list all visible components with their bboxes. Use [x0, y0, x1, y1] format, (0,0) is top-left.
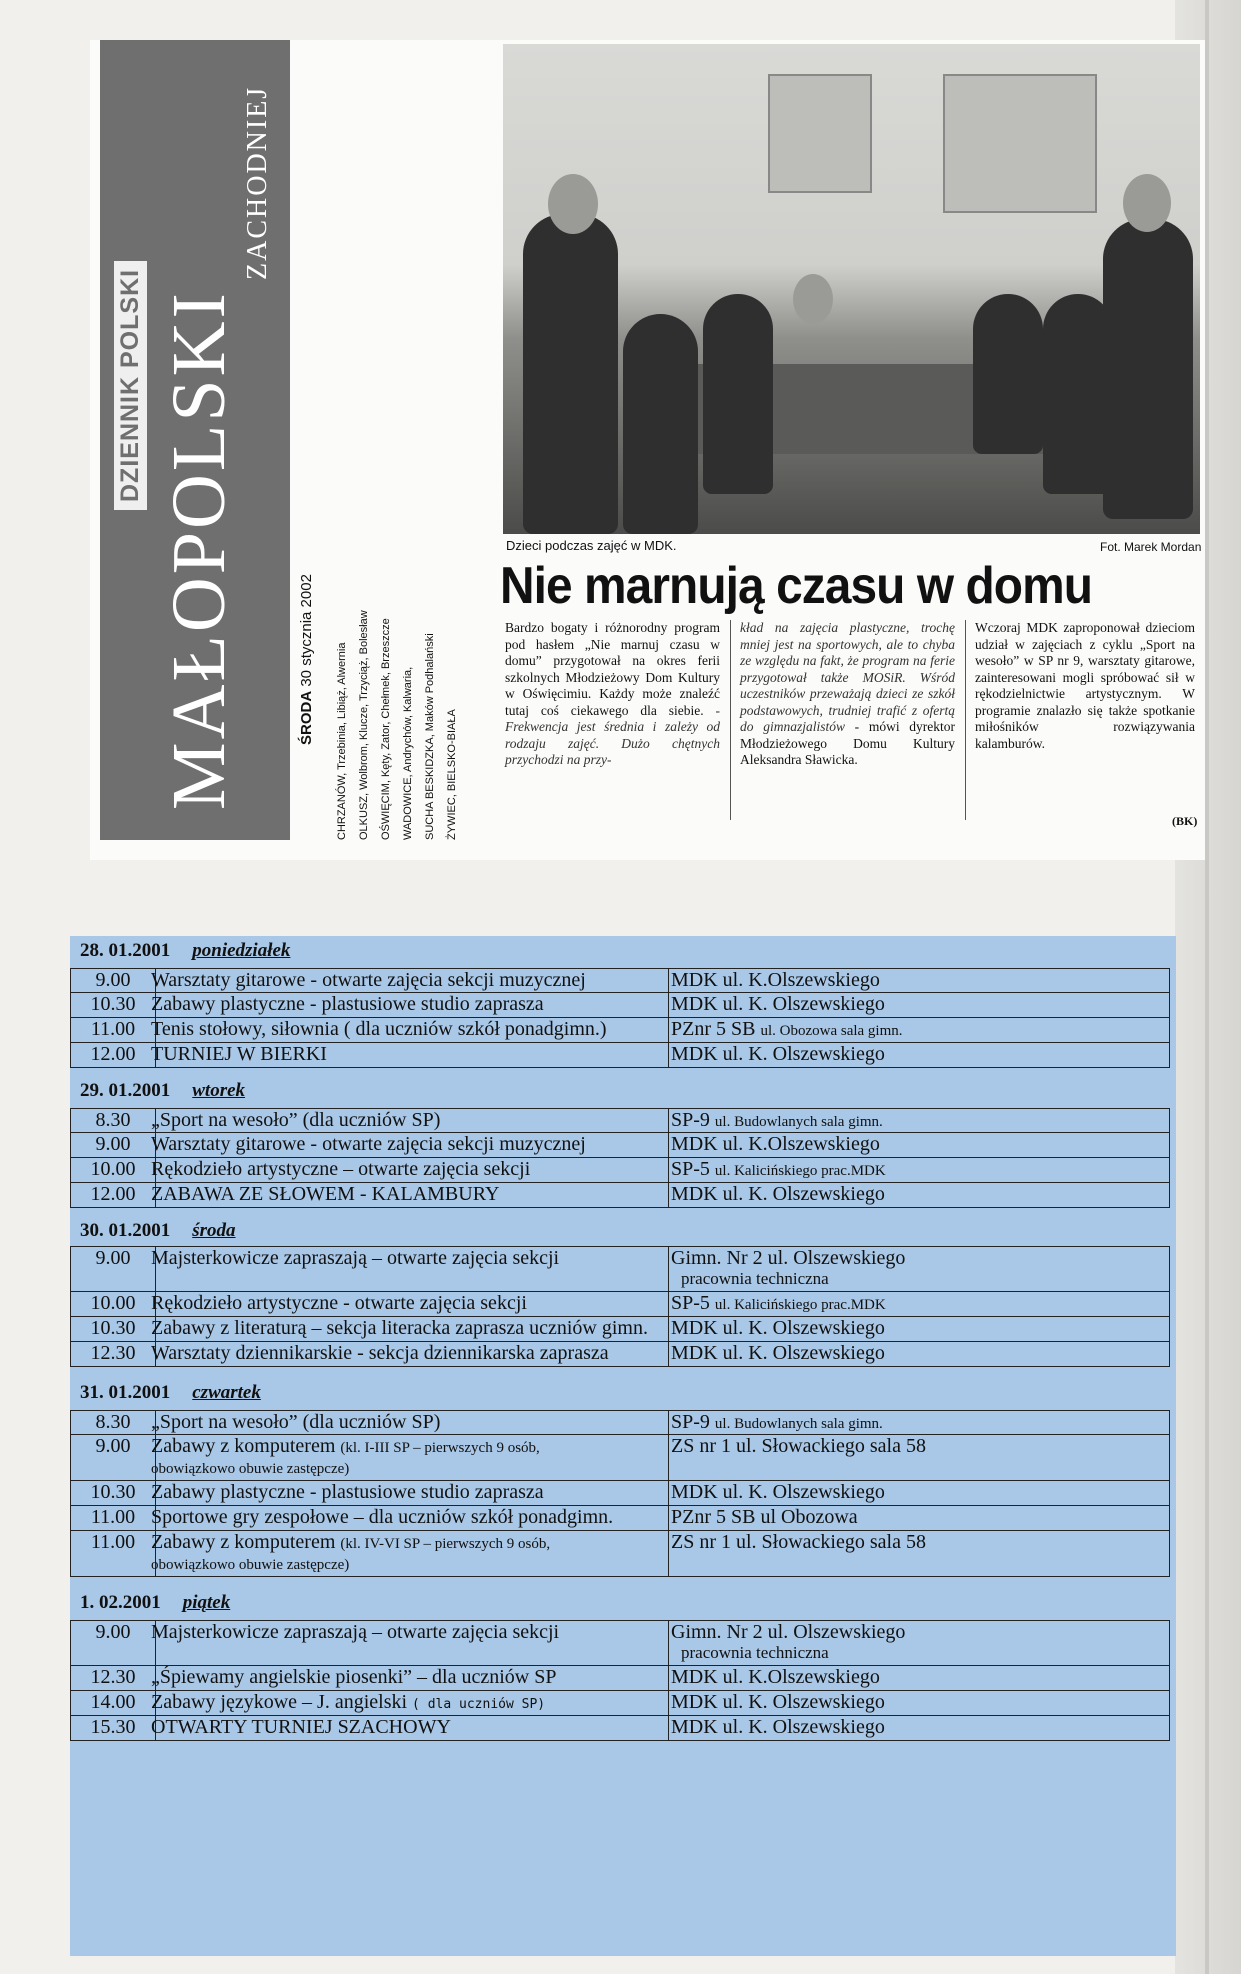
table-row: [70, 968, 1170, 993]
photo-person: [623, 314, 698, 534]
photo-person: [1103, 219, 1193, 519]
table-row: [70, 1620, 1170, 1666]
table-row: [70, 1410, 1170, 1435]
row-location: MDK ul. K.Olszewskiego: [671, 1133, 880, 1155]
row-location: Gimn. Nr 2 ul. Olszewskiego pracownia techniczna: [671, 1247, 906, 1288]
table-row: [70, 1018, 1170, 1043]
row-location: MDK ul. K.Olszewskiego: [671, 1666, 880, 1688]
photo-credit: Fot. Marek Mordan: [1100, 540, 1202, 554]
row-location: MDK ul. K. Olszewskiego: [671, 993, 885, 1015]
row-activity: Warsztaty dziennikarskie - sekcja dziennikarska zaprasza: [147, 1342, 669, 1366]
row-location: PZnr 5 SB ul. Obozowa sala gimn.: [671, 1018, 903, 1040]
row-activity: „Sport na wesoło” (dla uczniów SP): [147, 1411, 669, 1434]
day-header: 30. 01.2001 środa: [80, 1220, 236, 1241]
photo-person: [973, 294, 1043, 454]
row-time: 9.00: [71, 1133, 156, 1157]
table-row: [70, 1531, 1170, 1577]
table-row: [70, 1506, 1170, 1531]
photo-person: [523, 214, 618, 534]
column-divider: [965, 620, 966, 820]
row-location: Gimn. Nr 2 ul. Olszewskiego pracownia techniczna: [671, 1621, 906, 1662]
masthead-label: DZIENNIK POLSKI: [114, 261, 147, 510]
table-row: [70, 1158, 1170, 1183]
row-time: 9.00: [71, 1247, 156, 1291]
row-location: MDK ul. K. Olszewskiego: [671, 1183, 885, 1205]
row-activity: Zabawy z komputerem (kl. I-III SP – pierwszych 9 osób, obowiązkowo obuwie zastępcze): [147, 1435, 669, 1480]
row-activity: Rękodzieło artystyczne – otwarte zajęcia sekcji: [147, 1158, 669, 1182]
page-fold: [1205, 0, 1209, 1974]
row-activity: Majsterkowicze zapraszają – otwarte zajęcia sekcji: [147, 1247, 669, 1291]
article-headline: Nie marnują czasu w domu: [500, 557, 1093, 615]
day-header: 29. 01.2001 wtorek: [80, 1080, 246, 1101]
article-text: - mówi dyrektor Młodzieżowego Domu Kultury Aleksandra Sławicka.: [740, 719, 955, 767]
row-activity: „Sport na wesoło” (dla uczniów SP): [147, 1109, 669, 1132]
row-location: MDK ul. K. Olszewskiego: [671, 1716, 885, 1738]
table-row: [70, 1108, 1170, 1133]
town-line: OLKUSZ, Wolbrom, Klucze, Trzyciąż, Bolesław: [358, 610, 370, 840]
photo-head: [1123, 174, 1171, 232]
table-row: [70, 1481, 1170, 1506]
table-row: [70, 1133, 1170, 1158]
row-location: PZnr 5 SB ul Obozowa: [671, 1506, 858, 1528]
row-activity: OTWARTY TURNIEJ SZACHOWY: [147, 1716, 669, 1740]
town-line: SUCHA BESKIDZKA, Maków Podhalański: [424, 633, 436, 840]
photo-caption: Dzieci podczas zajęć w MDK.: [506, 538, 677, 553]
row-location: MDK ul. K. Olszewskiego: [671, 1317, 885, 1339]
table-row: [70, 1043, 1170, 1068]
table-row: [70, 1435, 1170, 1481]
news-photo: [503, 44, 1200, 534]
day-header: 31. 01.2001 czwartek: [80, 1382, 261, 1403]
row-time: 12.00: [71, 1043, 156, 1067]
photo-head: [793, 274, 833, 324]
row-time: 11.00: [71, 1531, 156, 1576]
row-activity: Majsterkowicze zapraszają – otwarte zajęcia sekcji: [147, 1621, 669, 1665]
article-quote: kład na zajęcia plastyczne, trochę mniej jest na sportowych, ale to chyba ze względu na fakt, że program na ferie przygotował także MOSiR. Wśród uczestników przeważają dzieci ze szkół podstawowych, trudniej trafić z ofertą do gimnazjalistów: [740, 620, 955, 734]
article-column-3: [975, 620, 1195, 752]
table-row: [70, 1691, 1170, 1716]
row-location: MDK ul. K. Olszewskiego: [671, 1043, 885, 1065]
row-location: MDK ul. K.Olszewskiego: [671, 969, 880, 991]
row-time: 14.00: [71, 1691, 156, 1715]
row-location: SP-5 ul. Kalicińskiego prac.MDK: [671, 1292, 886, 1314]
photo-head: [548, 174, 598, 234]
row-time: 9.00: [71, 1435, 156, 1480]
row-activity: TURNIEJ W BIERKI: [147, 1043, 669, 1067]
row-location: SP-9 ul. Budowlanych sala gimn.: [671, 1109, 883, 1131]
row-location: SP-9 ul. Budowlanych sala gimn.: [671, 1411, 883, 1433]
row-location: MDK ul. K. Olszewskiego: [671, 1481, 885, 1503]
masthead-subtitle: ZACHODNIEJ: [242, 85, 273, 280]
issue-date: ŚRODA 30 stycznia 2002: [298, 574, 315, 745]
schedule-sheet: [70, 936, 1176, 1956]
row-activity: Zabawy z komputerem (kl. IV-VI SP – pierwszych 9 osób, obowiązkowo obuwie zastępcze): [147, 1531, 669, 1576]
table-row: [70, 1292, 1170, 1317]
table-row: [70, 1246, 1170, 1292]
row-time: 9.00: [71, 969, 156, 992]
handwritten-note: ( dla uczniów SP): [412, 1697, 546, 1712]
town-line: OŚWIĘCIM, Kęty, Zator, Chełmek, Brzeszcze: [380, 618, 392, 840]
row-activity: „Śpiewamy angielskie piosenki” – dla uczniów SP: [147, 1666, 669, 1690]
row-time: 11.00: [71, 1018, 156, 1042]
row-location: ZS nr 1 ul. Słowackiego sala 58: [671, 1531, 926, 1553]
row-time: 9.00: [71, 1621, 156, 1665]
row-time: 12.00: [71, 1183, 156, 1207]
row-time: 10.30: [71, 1317, 156, 1341]
day-header: 1. 02.2001 piątek: [80, 1592, 231, 1613]
row-time: 15.30: [71, 1716, 156, 1740]
town-line: ŻYWIEC, BIELSKO-BIAŁA: [446, 709, 458, 840]
issue-info: [292, 300, 482, 840]
row-activity: Sportowe gry zespołowe – dla uczniów szkół ponadgimn.: [147, 1506, 669, 1530]
table-row: [70, 1183, 1170, 1208]
row-time: 11.00: [71, 1506, 156, 1530]
town-line: WADOWICE, Andrychów, Kalwaria,: [402, 666, 414, 840]
row-time: 12.30: [71, 1666, 156, 1690]
article-text: Bardzo bogaty i różnorodny program pod hasłem „Nie marnuj czasu w domu” przygotował na okres ferii szkolnych Młodzieżowy Dom Kultury w Oświęcimiu. Każdy może znaleźć tutaj coś ciekawego dla siebie.: [505, 620, 720, 718]
row-activity: Rękodzieło artystyczne - otwarte zajęcia sekcji: [147, 1292, 669, 1316]
row-time: 10.30: [71, 1481, 156, 1505]
article-column-1: [505, 620, 720, 769]
row-location: MDK ul. K. Olszewskiego: [671, 1691, 885, 1713]
row-time: 8.30: [71, 1411, 156, 1434]
row-activity: Zabawy z literaturą – sekcja literacka zaprasza uczniów gimn.: [147, 1317, 669, 1341]
row-activity: Zabawy językowe – J. angielski ( dla uczniów SP): [147, 1691, 669, 1715]
row-time: 10.00: [71, 1158, 156, 1182]
day-header: 28. 01.2001 poniedziałek: [80, 940, 291, 961]
row-activity: Tenis stołowy, siłownia ( dla uczniów szkół ponadgimn.): [147, 1018, 669, 1042]
author-signature: (BK): [1172, 814, 1198, 828]
article-quote: - Frekwencja jest średnia i zależy od rodzaju zajęć. Dużo chętnych przychodzi na przy-: [505, 702, 720, 767]
table-row: [70, 1716, 1170, 1741]
row-time: 12.30: [71, 1342, 156, 1366]
masthead: [100, 40, 290, 840]
row-time: 10.30: [71, 993, 156, 1017]
photo-poster: [943, 74, 1097, 213]
table-row: [70, 1666, 1170, 1691]
row-time: 10.00: [71, 1292, 156, 1316]
table-row: [70, 1317, 1170, 1342]
masthead-title: MAŁOPOLSKI: [157, 290, 241, 810]
row-location: ZS nr 1 ul. Słowackiego sala 58: [671, 1435, 926, 1457]
row-time: 8.30: [71, 1109, 156, 1132]
photo-person: [703, 294, 773, 494]
row-activity: Zabawy plastyczne - plastusiowe studio zaprasza: [147, 1481, 669, 1505]
table-row: [70, 1342, 1170, 1367]
row-activity: Zabawy plastyczne - plastusiowe studio zaprasza: [147, 993, 669, 1017]
row-activity: Warsztaty gitarowe - otwarte zajęcia sekcji muzycznej: [147, 969, 669, 992]
town-line: CHRZANÓW, Trzebinia, Libiąż, Alwernia: [336, 642, 348, 840]
article-text: Wczoraj MDK zaproponował dzieciom udział w zajęciach z cyklu „Sport na wesoło” w SP nr 9, warsztaty gitarowe, zainteresowani mogli spróbować sił w rękodzielnictwie artystycznym. W programie znalazło się także spotkanie miłośników rozwiązywania kalamburów.: [975, 620, 1195, 751]
column-divider: [730, 620, 731, 820]
table-row: [70, 993, 1170, 1018]
row-activity: Warsztaty gitarowe - otwarte zajęcia sekcji muzycznej: [147, 1133, 669, 1157]
photo-poster: [768, 74, 872, 193]
article-column-2: [740, 620, 955, 769]
row-activity: ZABAWA ZE SŁOWEM - KALAMBURY: [147, 1183, 669, 1207]
row-location: MDK ul. K. Olszewskiego: [671, 1342, 885, 1364]
row-location: SP-5 ul. Kalicińskiego prac.MDK: [671, 1158, 886, 1180]
